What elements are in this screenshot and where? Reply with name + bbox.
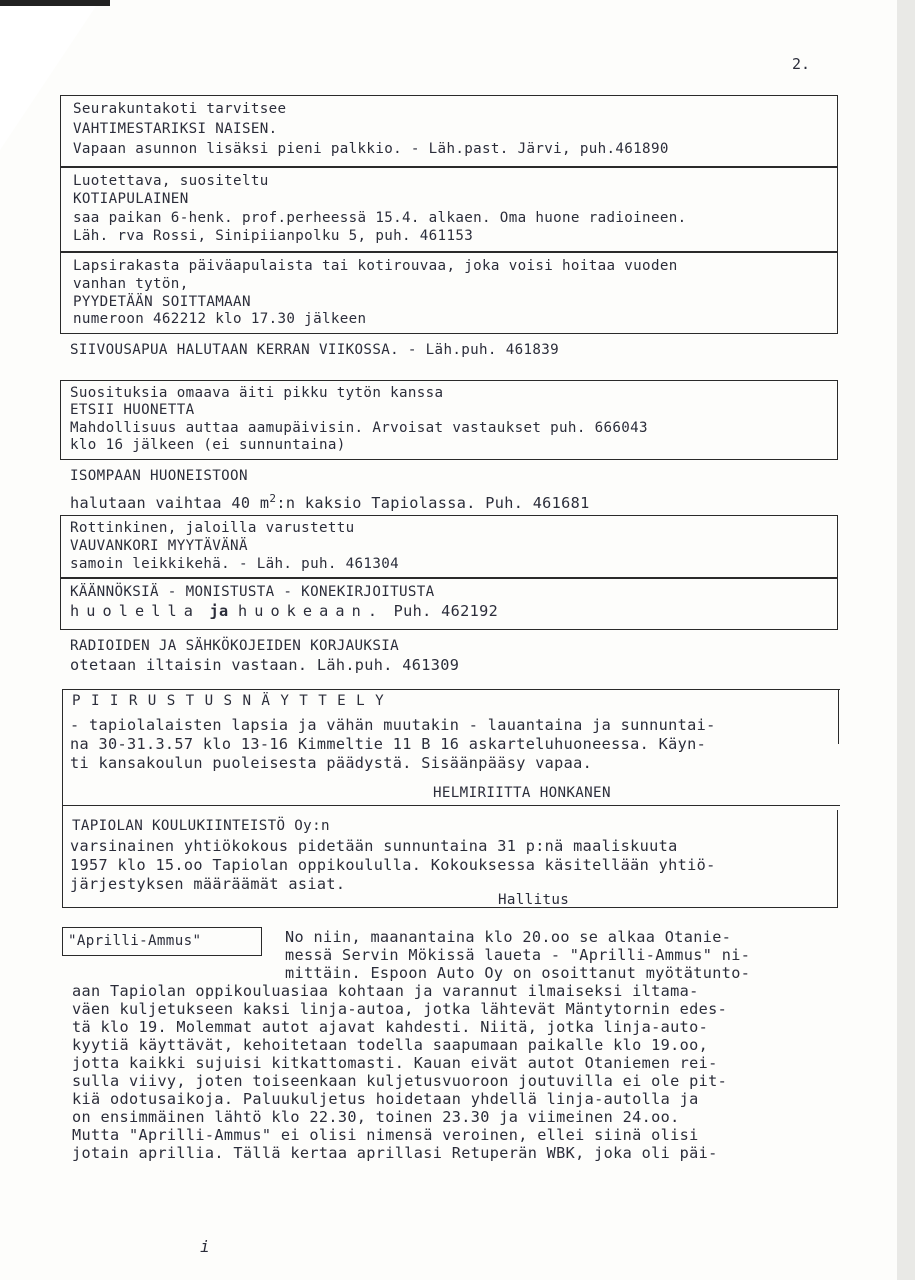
exhibition-bottom-rule — [62, 805, 840, 806]
article-line: messä Servin Mökissä laueta - "Aprilli-Ammus" ni- — [285, 946, 751, 964]
ad-caretaker-line: Seurakuntakoti tarvitsee — [73, 101, 287, 117]
meeting-line: järjestyksen määräämät asiat. — [70, 875, 346, 893]
article-line: on ensimmäinen lähtö klo 22.30, toinen 23.30 ja viimeinen 24.oo. — [72, 1108, 680, 1126]
meeting-line: 1957 klo 15.oo Tapiolan oppikoululla. Kokouksessa käsitellään yhtiö- — [70, 856, 716, 874]
article-line: sulla viivy, joten toiseenkaan kuljetusvuoroon joutuvilla ei ole pit- — [72, 1072, 728, 1090]
article-line: mittäin. Espoon Auto Oy on osoittanut myötätunto- — [285, 964, 751, 982]
exhibition-line: ti kansakoulun puoleisesta päädystä. Sisäänpääsy vapaa. — [70, 754, 593, 772]
article-title: "Aprilli-Ammus" — [68, 933, 202, 949]
ad-apartment-line: halutaan vaihtaa 40 $m^2:n$ kaksio Tapiolassa. Puh. 461681 — [70, 492, 590, 513]
exhibition-line: na 30-31.3.57 klo 13-16 Kimmeltie 11 B 16 askarteluhuoneessa. Käyn- — [70, 735, 707, 753]
meeting-heading: TAPIOLAN KOULUKIINTEISTÖ Oy:n — [72, 818, 330, 834]
exhibition-signature: HELMIRIITTA HONKANEN — [433, 785, 611, 801]
ad-housemaid-line: saa paikan 6-henk. prof.perheessä 15.4. alkaen. Oma huone radioineen. — [73, 210, 687, 226]
ad-basket-line: samoin leikkikehä. - Läh. puh. 461304 — [70, 556, 399, 572]
top-edge-mark — [0, 0, 110, 6]
page-edge — [897, 0, 915, 1280]
ad-housemaid-heading: KOTIAPULAINEN — [73, 191, 189, 207]
footer-mark: i — [200, 1237, 210, 1256]
ad-room-line: klo 16 jälkeen (ei sunnuntaina) — [70, 437, 346, 453]
meeting-signature: Hallitus — [498, 892, 570, 908]
meeting-line: varsinainen yhtiökokous pidetään sunnuntaina 31 p:nä maaliskuuta — [70, 837, 678, 855]
ad-housemaid-line: Läh. rva Rossi, Sinipiianpolku 5, puh. 461153 — [73, 228, 474, 244]
ad-repairs-heading: RADIOIDEN JA SÄHKÖKOJEIDEN KORJAUKSIA — [70, 638, 399, 654]
ad-daycare-line: vanhan tytön, — [73, 276, 189, 292]
ad-room-line: Mahdollisuus auttaa aamupäivisin. Arvoisat vastaukset puh. 666043 — [70, 420, 648, 436]
ad-repairs-line: otetaan iltaisin vastaan. Läh.puh. 461309 — [70, 656, 460, 674]
article-line: tä klo 19. Molemmat autot ajavat kahdesti. Niitä, jotka linja-auto- — [72, 1018, 709, 1036]
ad-daycare-line: Lapsirakasta päiväapulaista tai kotirouvaa, joka voisi hoitaa vuoden — [73, 258, 678, 274]
article-line: jotain aprillia. Tällä kertaa aprillasi Retuperän WBK, joka oli päi- — [72, 1144, 718, 1162]
ad-room-line: Suosituksia omaava äiti pikku tytön kanssa — [70, 385, 444, 401]
ad-housemaid-line: Luotettava, suositeltu — [73, 173, 269, 189]
article-line: kiä odotusaikoja. Paluukuljetus hoidetaan yhdellä linja-autolla ja — [72, 1090, 699, 1108]
ad-cleaning-line: SIIVOUSAPUA HALUTAAN KERRAN VIIKOSSA. - Läh.puh. 461839 — [70, 342, 560, 358]
article-line: aan Tapiolan oppikouluasiaa kohtaan ja varannut ilmaiseksi iltama- — [72, 982, 699, 1000]
article-line: kyytiä käyttävät, kehoitetaan todella saapumaan paikalle klo 19.oo, — [72, 1036, 709, 1054]
ad-daycare-heading: PYYDETÄÄN SOITTAMAAN — [73, 294, 251, 310]
ad-basket-line: Rottinkinen, jaloilla varustettu — [70, 520, 355, 536]
exhibition-top-rule — [62, 689, 840, 690]
ad-basket-heading: VAUVANKORI MYYTÄVÄNÄ — [70, 538, 248, 554]
page-number: 2. — [792, 55, 811, 73]
ad-typing-heading: KÄÄNNÖKSIÄ - MONISTUSTA - KONEKIRJOITUSTA — [70, 584, 435, 600]
ad-room-heading: ETSII HUONETTA — [70, 402, 195, 418]
exhibition-right-rule — [838, 689, 839, 744]
ad-caretaker-line: Vapaan asunnon lisäksi pieni palkkio. - Läh.past. Järvi, puh.461890 — [73, 141, 669, 157]
article-line: Mutta "Aprilli-Ammus" ei olisi nimensä veroinen, ellei siinä olisi — [72, 1126, 699, 1144]
exhibition-title: PIIRUSTUSNÄYTTELY — [72, 693, 395, 709]
article-line: väen kuljetukseen kaksi linja-autoa, jotka lähtevät Mäntytornin edes- — [72, 1000, 728, 1018]
ad-apartment-heading: ISOMPAAN HUONEISTOON — [70, 468, 248, 484]
article-line: jotta kaikki sujuisi kitkattomasti. Kauan eivät autot Otaniemen rei- — [72, 1054, 718, 1072]
exhibition-line: - tapiolalaisten lapsia ja vähän muutakin - lauantaina ja sunnuntai- — [70, 716, 716, 734]
ad-caretaker-heading: VAHTIMESTARIKSI NAISEN. — [73, 121, 278, 137]
ad-typing-line: huolella ja huokeaan. Puh. 462192 — [70, 602, 499, 620]
ad-daycare-line: numeroon 462212 klo 17.30 jälkeen — [73, 311, 367, 327]
article-line: No niin, maanantaina klo 20.oo se alkaa Otanie- — [285, 928, 732, 946]
